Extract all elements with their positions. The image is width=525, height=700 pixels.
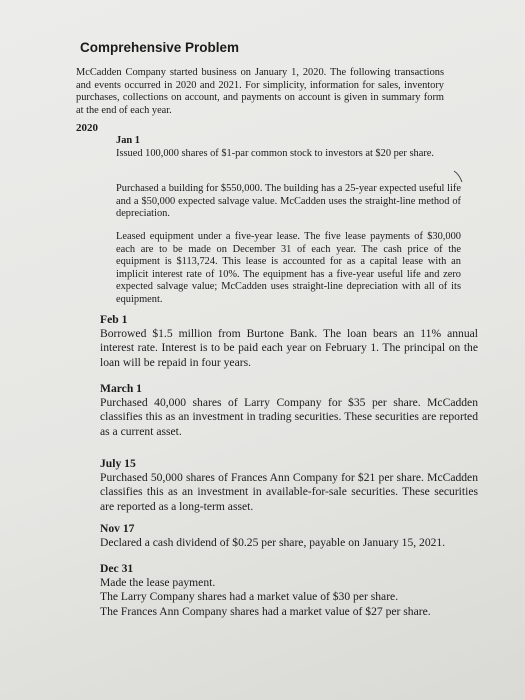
entry-text: Purchased a building for $550,000. The building has a 25-year expected useful life and a $50,000 expected salvage value. McCadden uses the straight-line method of depreciation. [116, 183, 461, 220]
entry-nov-17 [100, 522, 478, 550]
entry-line: The Frances Ann Company shares had a market value of $27 per share. [100, 604, 431, 618]
entry-date: Dec 31 [100, 562, 134, 575]
entry-march-1 [100, 382, 478, 439]
entry-text: Purchased 50,000 shares of Frances Ann Company for $21 per share. McCadden classifies this as an investment in available-for-sale securities. These securities are reported as a long-term asset. [100, 471, 478, 513]
year-heading: 2020 [76, 122, 98, 134]
entry-text: Purchased 40,000 shares of Larry Company for $35 per share. McCadden classifies this as an investment in trading securities. These securities are reported as a current asset. [100, 396, 478, 438]
pen-mark-icon [452, 170, 464, 184]
entry-date: Nov 17 [100, 522, 135, 535]
entry-equipment-lease [116, 231, 461, 307]
entry-text: Declared a cash dividend of $0.25 per share, payable on January 15, 2021. [100, 536, 446, 550]
entry-line: The Larry Company shares had a market value of $30 per share. [100, 590, 399, 604]
document-title: Comprehensive Problem [80, 40, 240, 55]
intro-paragraph: McCadden Company started business on January 1, 2020. The following transactions and events occurred in 2020 and 2021. For simplicity, information for sales, inventory purchases, collections on account, and payments on account is given in summary form at the end of each year. [76, 67, 444, 116]
entry-text: Issued 100,000 shares of $1-par common stock to investors at $20 per share. [116, 147, 434, 159]
entry-line: Made the lease payment. [100, 576, 216, 590]
entry-text: Leased equipment under a five-year lease. The five lease payments of $30,000 each are to be made on December 31 of each year. The cash price of the equipment is $113,724. This lease is accounted for as a capital lease with an implicit interest rate of 10%. The equipment has a five-year useful life and zero expected salvage value; McCadden uses straight-line depreciation with all of its equipment. [116, 231, 461, 305]
entry-july-15 [100, 457, 478, 514]
entry-date: Feb 1 [100, 313, 128, 326]
entry-building-purchase [116, 183, 461, 221]
entry-date: March 1 [100, 382, 142, 395]
entry-date: Jan 1 [116, 135, 140, 146]
entry-jan-1 [116, 135, 461, 160]
entry-dec-31 [100, 562, 478, 619]
entry-date: July 15 [100, 457, 136, 470]
entry-text: Borrowed $1.5 million from Burtone Bank. The loan bears an 11% annual interest rate. Interest is to be paid each year on February 1. The principal on the loan will be repaid in four years. [100, 327, 478, 369]
entry-feb-1 [100, 313, 478, 370]
